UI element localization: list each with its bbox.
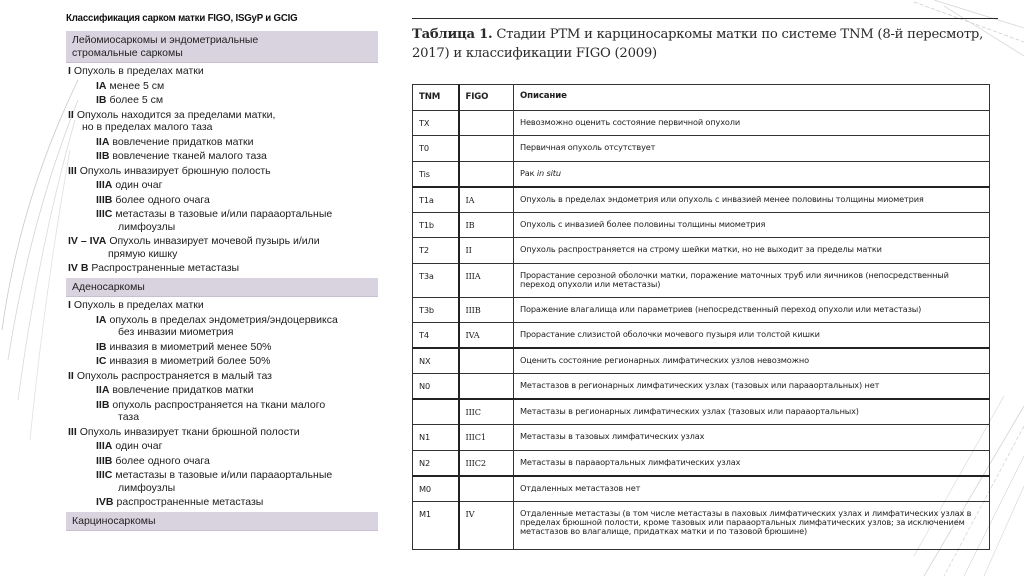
- caption-rule: [412, 18, 998, 19]
- stage-item: [66, 496, 378, 509]
- stage-text: распространенные метастазы: [116, 496, 264, 508]
- stage-item: [66, 384, 378, 397]
- stage-item: [66, 299, 378, 312]
- cell-description: [514, 263, 990, 297]
- stage-item: [66, 235, 378, 260]
- stage-code: IA: [96, 79, 107, 92]
- stage-code: IA: [96, 313, 107, 326]
- stage-item: [66, 109, 378, 134]
- cell-tnm: M0: [413, 476, 459, 502]
- cell-description: [514, 110, 990, 136]
- table-row: [413, 238, 990, 264]
- cell-tnm: Tis: [413, 161, 459, 187]
- table-row: [413, 450, 990, 476]
- stage-text-continuation: лимфоузлы: [118, 220, 176, 233]
- table-row: [413, 212, 990, 238]
- cell-description: [514, 348, 990, 374]
- cell-figo: [459, 136, 514, 162]
- cell-tnm: T0: [413, 136, 459, 162]
- stage-item: [66, 399, 378, 424]
- cell-description: [514, 238, 990, 264]
- stage-text: более 5 см: [109, 94, 164, 106]
- cell-description: [514, 136, 990, 162]
- stage-item: [66, 208, 378, 233]
- cell-figo: IIIC1: [459, 425, 514, 451]
- cell-tnm: T2: [413, 238, 459, 264]
- stage-item: [66, 179, 378, 192]
- stage-item: [66, 314, 378, 339]
- table-row: [413, 374, 990, 400]
- stage-item: [66, 65, 378, 78]
- table-caption: [412, 25, 992, 63]
- description-text: Опухоль распространяется на строму шейки матки, но не выходит за пределы матки: [520, 244, 882, 254]
- stage-item: [66, 440, 378, 453]
- cell-figo: [459, 348, 514, 374]
- description-text: Прорастание серозной оболочки матки, поражение маточных труб или яичников (непосредственный переход опухоли или метастазы): [520, 269, 949, 289]
- stage-text: более одного очага: [115, 193, 210, 206]
- description-text: Метастазы в парааортальных лимфатических узлах: [520, 456, 741, 467]
- description-text: Опухоль в пределах эндометрия или опухоль с инвазией менее половины толщины миометрия: [520, 193, 924, 204]
- cell-figo: IB: [459, 212, 514, 238]
- stage-text: Распространенные метастазы: [91, 262, 240, 274]
- stage-code: IIIB: [96, 454, 113, 467]
- cell-tnm: T3a: [413, 263, 459, 297]
- cell-description: [514, 425, 990, 451]
- description-text: Отдаленные метастазы (в том числе метастазы в паховых лимфатических узлах и лимфатических узлах в пределах брюшной полости, кроме тазовых или парааортальных лимфатических узлов; за исключением метастазов во влагалище, придатках матки и по тазовой брюшине): [520, 507, 972, 536]
- table-row: [413, 297, 990, 323]
- table-row: [413, 136, 990, 162]
- cell-figo: IA: [459, 187, 514, 213]
- stage-text: метастазы в тазовые и/или парааортальные: [115, 208, 333, 220]
- stage-code: IV B: [68, 262, 89, 274]
- table-row: [413, 263, 990, 297]
- stage-list: [66, 65, 378, 275]
- stage-item: [66, 455, 378, 468]
- cell-description: [514, 212, 990, 238]
- description-text: Оценить состояние регионарных лимфатических узлов невозможно: [520, 355, 809, 365]
- description-text: Метастазов в регионарных лимфатических узлах (тазовых или парааортальных) нет: [520, 380, 880, 390]
- stage-code: IVB: [96, 496, 114, 508]
- section-header: [66, 278, 378, 298]
- cell-description: [514, 476, 990, 502]
- cell-figo: IVA: [459, 323, 514, 349]
- cell-tnm: T3b: [413, 297, 459, 323]
- stage-item: [66, 194, 378, 207]
- stage-text: инвазия в миометрий более 50%: [109, 355, 271, 367]
- table-row: [413, 187, 990, 213]
- cell-tnm: NX: [413, 348, 459, 374]
- stage-code: III: [68, 425, 77, 438]
- stage-item: [66, 370, 378, 383]
- stage-item: [66, 341, 378, 354]
- stage-item: [66, 469, 378, 494]
- table-row: [413, 501, 990, 549]
- stage-text: Опухоль находится за пределами матки,: [76, 108, 276, 121]
- figo-classification-panel: [66, 8, 378, 531]
- description-text: Поражение влагалища или параметриев (непосредственный переход опухоли или метастазы): [520, 303, 922, 314]
- stage-text: вовлечение тканей малого таза: [112, 150, 267, 162]
- table-row: [413, 110, 990, 136]
- description-text: Метастазы в регионарных лимфатических узлах (тазовых или парааортальных): [520, 406, 859, 416]
- classification-title: Классификация сарком матки FIGO, ISGyP и GCIG: [66, 12, 298, 24]
- section-header-line: Карциносаркомы: [72, 514, 156, 527]
- cell-tnm: T1a: [413, 187, 459, 213]
- stage-item: [66, 165, 378, 178]
- stage-item: [66, 80, 378, 93]
- cell-figo: IIIA: [459, 263, 514, 297]
- stage-text-continuation: таза: [118, 411, 140, 423]
- table-row: [413, 476, 990, 502]
- cell-figo: [459, 374, 514, 400]
- description-text: Прорастание слизистой оболочки мочевого пузыря или толстой кишки: [520, 329, 820, 339]
- caption-label: Таблица 1.: [412, 27, 493, 42]
- stage-text-continuation: но в пределах малого таза: [82, 121, 213, 133]
- table-row: [413, 161, 990, 187]
- stage-code: IC: [96, 355, 107, 367]
- header-description: Описание: [514, 85, 990, 111]
- stage-text-continuation: без инвазии миометрия: [118, 326, 234, 338]
- section-header-line: Аденосаркомы: [72, 280, 145, 293]
- stage-code: IB: [96, 340, 107, 353]
- cell-tnm: M1: [413, 501, 459, 549]
- classification-sections: [66, 31, 378, 531]
- stage-text-continuation: лимфоузлы: [118, 481, 176, 494]
- table-row: [413, 323, 990, 349]
- stage-item: [66, 262, 378, 275]
- header-tnm: TNM: [413, 85, 459, 111]
- tnm-figo-table: [412, 84, 990, 550]
- cell-tnm: N1: [413, 425, 459, 451]
- cell-figo: [459, 161, 514, 187]
- cell-figo: IIIB: [459, 297, 514, 323]
- description-text: Опухоль с инвазией более половины толщины миометрия: [520, 218, 766, 229]
- caption-text: Стадии РТМ и карциносаркомы матки по системе TNM (8-й пересмотр, 2017) и классификации FIGO (2009): [412, 27, 984, 61]
- stage-code: IIIC: [96, 469, 113, 481]
- stage-item: [66, 355, 378, 368]
- stage-code: II: [68, 108, 74, 121]
- stage-text: менее 5 см: [109, 79, 165, 92]
- cell-description: [514, 450, 990, 476]
- cell-tnm: TX: [413, 110, 459, 136]
- stage-code: IV – IVA: [68, 235, 107, 247]
- stage-code: IIA: [96, 384, 110, 396]
- cell-description: [514, 297, 990, 323]
- table-row: [413, 399, 990, 425]
- cell-description: [514, 374, 990, 400]
- cell-figo: IIIC2: [459, 450, 514, 476]
- stage-text: опухоль распространяется на ткани малого: [112, 398, 326, 411]
- stage-code: III: [68, 164, 77, 177]
- description-text: Рак: [520, 167, 537, 178]
- cell-figo: [459, 110, 514, 136]
- cell-tnm: N2: [413, 450, 459, 476]
- stage-text-continuation: прямую кишку: [108, 247, 178, 260]
- stage-text: вовлечение придатков матки: [112, 384, 254, 396]
- section-header-line: стромальные саркомы: [72, 46, 183, 59]
- stage-text: Опухоль распространяется в малый таз: [76, 369, 272, 382]
- cell-description: [514, 501, 990, 549]
- cell-tnm: N0: [413, 374, 459, 400]
- cell-tnm: T4: [413, 323, 459, 349]
- cell-figo: IIIC: [459, 399, 514, 425]
- cell-figo: [459, 476, 514, 502]
- description-text: Первичная опухоль отсутствует: [520, 142, 656, 152]
- section-header: [66, 512, 378, 532]
- stage-text: метастазы в тазовые и/или парааортальные: [115, 469, 333, 481]
- stage-code: II: [68, 369, 74, 382]
- stage-item: [66, 136, 378, 149]
- cell-description: [514, 323, 990, 349]
- description-text: Отдаленных метастазов нет: [520, 482, 641, 493]
- cell-figo: IV: [459, 501, 514, 549]
- stage-text: Опухоль в пределах матки: [73, 299, 204, 311]
- tnm-table-panel: [412, 18, 992, 63]
- stage-text: инвазия в миометрий менее 50%: [109, 340, 272, 353]
- stage-code: I: [68, 299, 71, 311]
- description-italic: in situ: [536, 167, 561, 178]
- cell-description: [514, 161, 990, 187]
- stage-code: IB: [96, 94, 107, 106]
- section-header-line: Лейомиосаркомы и эндометриальные: [72, 34, 259, 46]
- stage-text: Опухоль в пределах матки: [73, 65, 204, 77]
- stage-code: IIB: [96, 398, 110, 411]
- stage-text: опухоль в пределах эндометрия/эндоцервикса: [109, 313, 338, 326]
- stage-text: Опухоль инвазирует брюшную полость: [79, 164, 271, 177]
- description-text: Невозможно оценить состояние первичной опухоли: [520, 116, 741, 127]
- stage-item: [66, 426, 378, 439]
- header-figo: FIGO: [459, 85, 514, 111]
- stage-code: IIB: [96, 150, 110, 162]
- stage-code: IIIB: [96, 193, 113, 206]
- stage-code: IIIA: [96, 440, 113, 452]
- cell-description: [514, 187, 990, 213]
- stage-item: [66, 150, 378, 163]
- cell-description: [514, 399, 990, 425]
- section-header: [66, 31, 378, 63]
- cell-tnm: [413, 399, 459, 425]
- stage-code: IIIC: [96, 208, 113, 220]
- stage-text: вовлечение придатков матки: [112, 135, 254, 148]
- stage-text: один очаг: [115, 440, 163, 452]
- stage-text: Опухоль инвазирует мочевой пузырь и/или: [109, 235, 320, 247]
- description-text: Метастазы в тазовых лимфатических узлах: [520, 431, 705, 441]
- table-row: [413, 425, 990, 451]
- table-header-row: [413, 85, 990, 111]
- table-row: [413, 348, 990, 374]
- stage-item: [66, 94, 378, 107]
- stage-list: [66, 299, 378, 509]
- cell-figo: II: [459, 238, 514, 264]
- stage-code: IIIA: [96, 179, 113, 191]
- cell-tnm: T1b: [413, 212, 459, 238]
- stage-text: более одного очага: [115, 454, 210, 467]
- stage-text: Опухоль инвазирует ткани брюшной полости: [79, 425, 300, 438]
- stage-code: I: [68, 65, 71, 77]
- stage-text: один очаг: [115, 179, 163, 191]
- stage-code: IIA: [96, 135, 110, 148]
